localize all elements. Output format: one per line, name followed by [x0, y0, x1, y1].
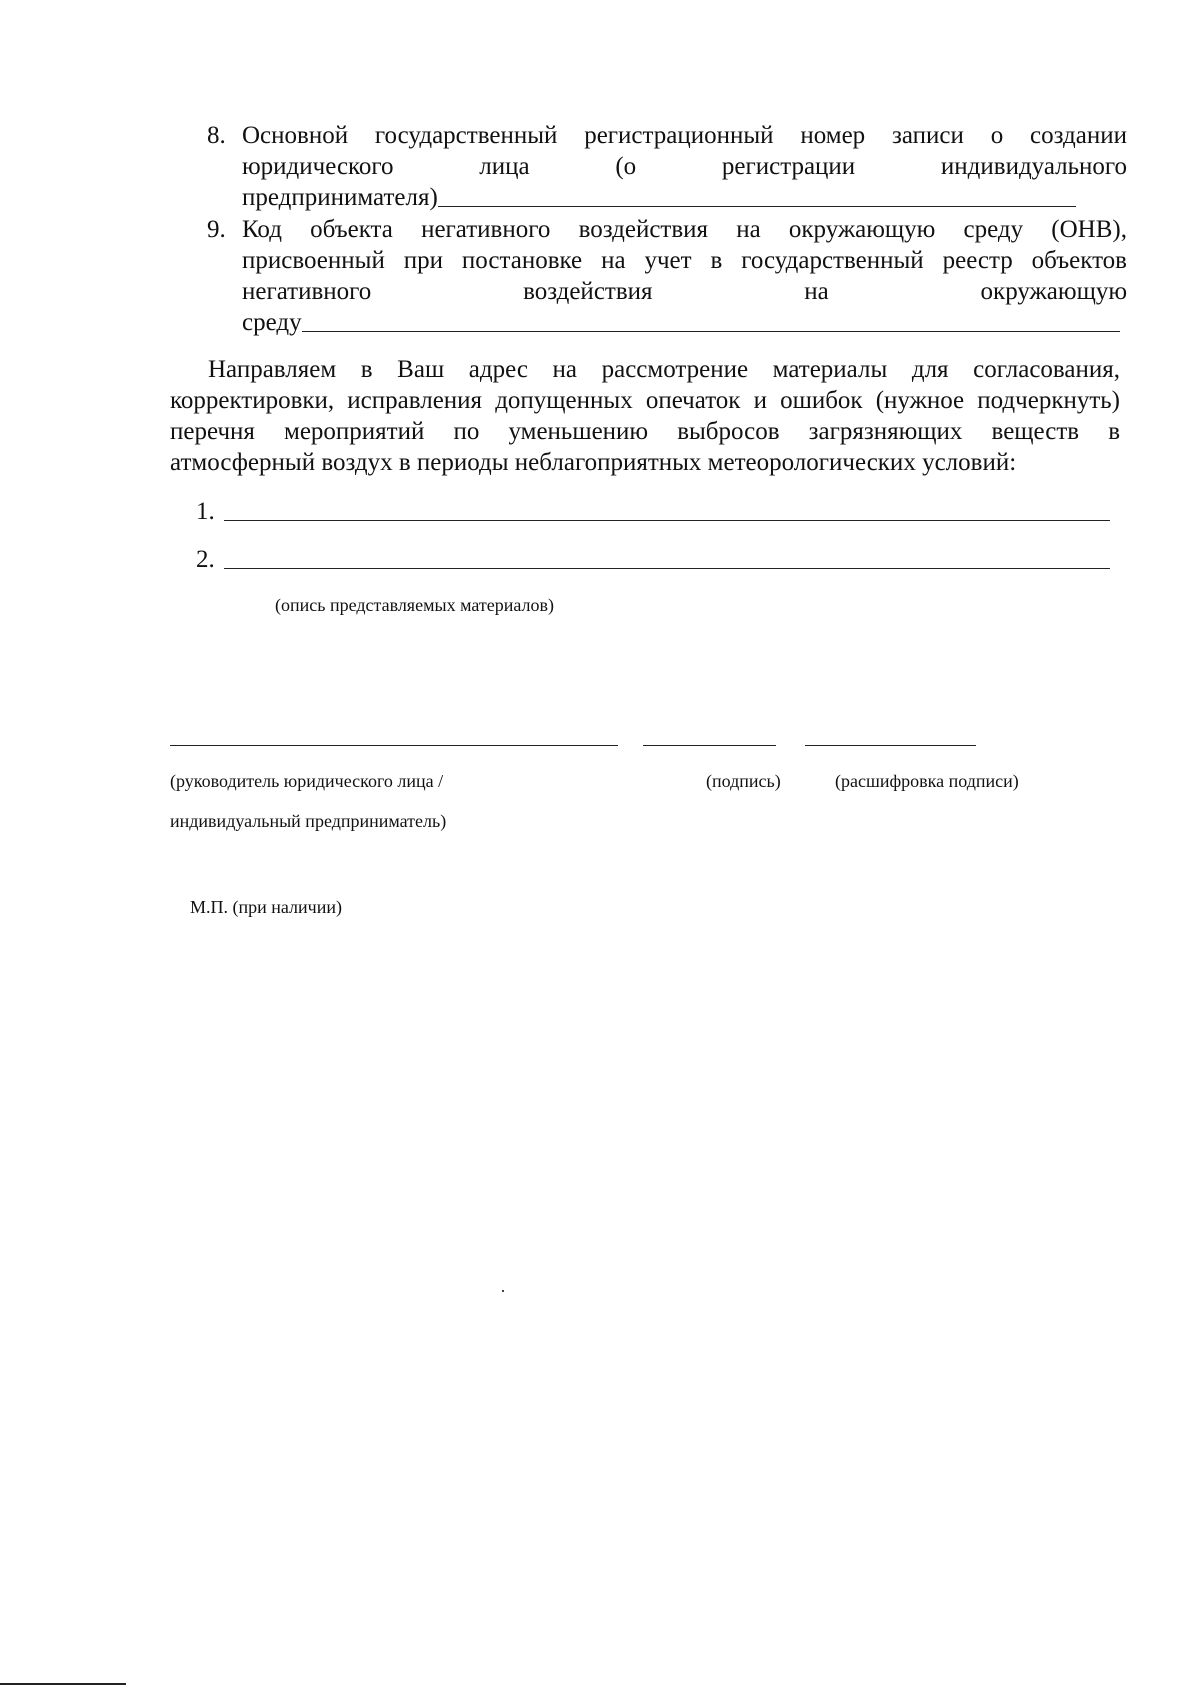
material-row-1: [196, 496, 1116, 527]
decoding-caption: (расшифровка подписи): [835, 771, 1019, 791]
paragraph-line-2: корректировки, исправления допущенных опечаток и ошибок (нужное подчеркнуть): [170, 387, 1120, 414]
signature-line[interactable]: [643, 745, 776, 746]
signature-decoding-line[interactable]: [805, 745, 976, 746]
item-8-blank-field[interactable]: [438, 205, 1076, 207]
material-1-blank-field[interactable]: [224, 519, 1110, 521]
item-9-line-3: негативного воздействия на окружающую: [242, 278, 1128, 305]
item-9-blank-field[interactable]: [302, 330, 1120, 332]
paragraph-line-1: Направляем в Ваш адрес на рассмотрение материалы для согласования,: [208, 356, 1120, 383]
material-2-number: 2.: [196, 546, 215, 573]
item-8-line-2: юридического лица (о регистрации индивидуального: [242, 153, 1128, 180]
item-9: [207, 214, 1127, 338]
stamp-place-label: М.П. (при наличии): [190, 897, 342, 917]
item-8-field-label: предпринимателя): [242, 184, 438, 211]
footnote-rule: [0, 1683, 126, 1685]
material-row-2: [196, 544, 1116, 575]
item-9-line-2: присвоенный при постановке на учет в государственный реестр объектов: [242, 247, 1127, 274]
item-9-number: 9.: [207, 216, 226, 243]
head-caption-line-2: индивидуальный предприниматель): [170, 811, 447, 831]
item-9-field-label: среду: [242, 309, 302, 336]
paragraph-line-3: перечня мероприятий по уменьшению выбросов загрязняющих веществ в: [170, 418, 1120, 445]
material-2-blank-field[interactable]: [224, 567, 1110, 569]
item-8: [207, 120, 1127, 213]
paragraph-line-4: атмосферный воздух в периоды неблагоприятных метеорологических условий:: [170, 449, 1017, 476]
head-caption-line-1: (руководитель юридического лица /: [170, 771, 444, 791]
item-8-number: 8.: [207, 122, 226, 149]
material-1-number: 1.: [196, 498, 215, 525]
item-9-line-1: Код объекта негативного воздействия на окружающую среду (ОНВ),: [242, 216, 1127, 243]
item-9-line-4: [242, 307, 1127, 338]
materials-caption: (опись представляемых материалов): [275, 595, 554, 615]
scan-dot: [502, 1290, 504, 1292]
head-name-line[interactable]: [170, 745, 618, 746]
item-8-line-3: [242, 182, 1127, 213]
signature-caption: (подпись): [706, 771, 781, 791]
request-paragraph: [170, 354, 1120, 478]
item-8-line-1: Основной государственный регистрационный номер записи о создании: [242, 122, 1127, 149]
